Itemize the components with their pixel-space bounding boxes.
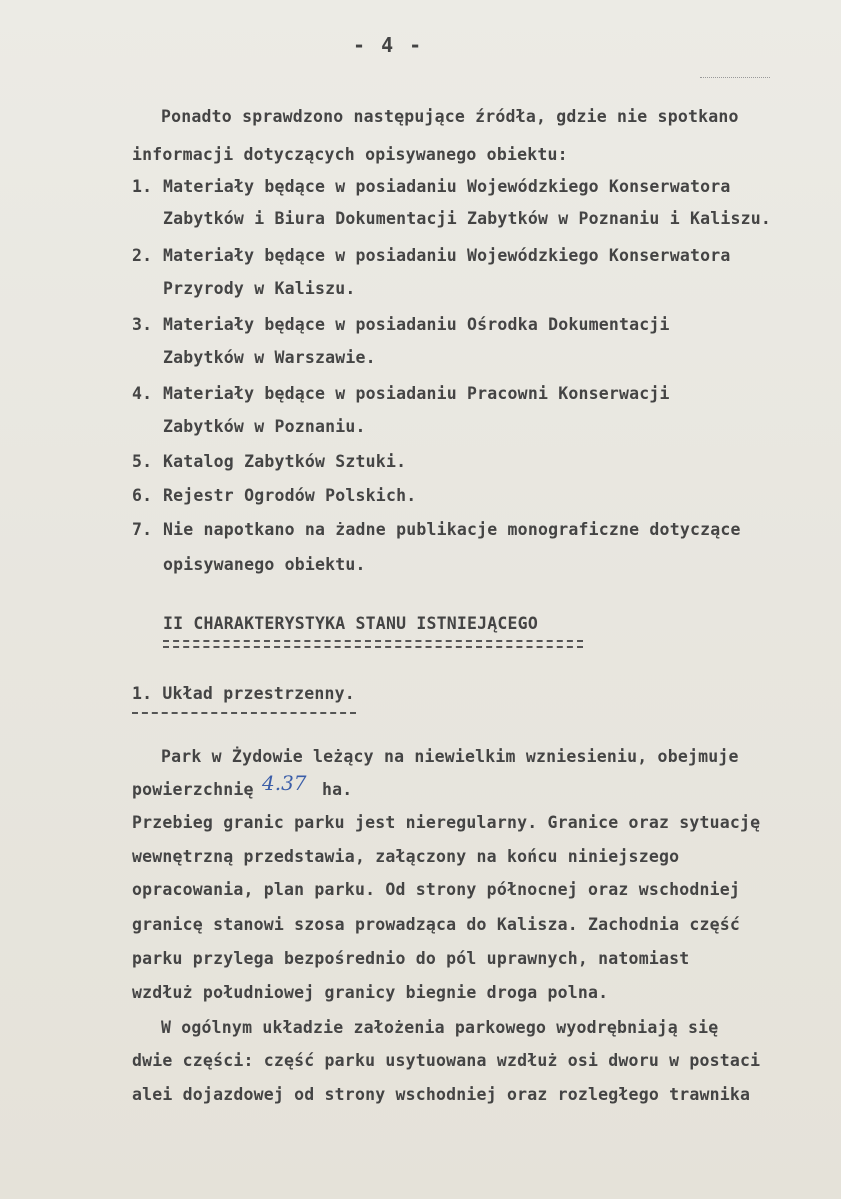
list-item-7-line-1: Nie napotkano na żadne publikacje monograficzne dotyczące (163, 520, 741, 539)
body-line-4: wewnętrzną przedstawia, załączony na końcu niniejszego (132, 847, 680, 866)
list-item-7-line-2: opisywanego obiektu. (163, 555, 366, 574)
body-line-2-end: ha. (322, 780, 353, 799)
body-line-6: granicę stanowi szosa prowadząca do Kalisza. Zachodnia część (132, 915, 741, 934)
subsection-heading: 1. Układ przestrzenny. (132, 684, 355, 703)
section-heading: II CHARAKTERYSTYKA STANU ISTNIEJĄCEGO (163, 614, 538, 633)
body-line-9: W ogólnym układzie założenia parkowego wyodrębniają się (161, 1018, 719, 1037)
body-line-5: opracowania, plan parku. Od strony północnej oraz wschodniej (132, 880, 741, 899)
list-item-6-num: 6. (132, 486, 153, 505)
list-item-7-num: 7. (132, 520, 153, 539)
list-item-4-num: 4. (132, 384, 153, 403)
intro-line-2: informacji dotyczących opisywanego obiektu: (132, 145, 568, 164)
list-item-3-line-2: Zabytków w Warszawie. (163, 348, 376, 367)
list-item-4-line-1: Materiały będące w posiadaniu Pracowni Konserwacji (163, 384, 670, 403)
list-item-2-num: 2. (132, 246, 153, 265)
intro-line-1: Ponadto sprawdzono następujące źródła, gdzie nie spotkano (161, 107, 739, 126)
list-item-2-line-2: Przyrody w Kaliszu. (163, 279, 356, 298)
list-item-5-num: 5. (132, 452, 153, 471)
list-item-1-line-2: Zabytków i Biura Dokumentacji Zabytków w Poznaniu i Kaliszu. (163, 209, 772, 228)
body-line-7: parku przylega bezpośrednio do pól uprawnych, natomiast (132, 949, 690, 968)
list-item-4-line-2: Zabytków w Poznaniu. (163, 417, 366, 436)
list-item-3-num: 3. (132, 315, 153, 334)
list-item-2-line-1: Materiały będące w posiadaniu Wojewódzkiego Konserwatora (163, 246, 731, 265)
body-line-8: wzdłuż południowej granicy biegnie droga polna. (132, 983, 609, 1002)
section-heading-underline (163, 640, 583, 648)
list-item-1-line-1: Materiały będące w posiadaniu Wojewódzkiego Konserwatora (163, 177, 731, 196)
list-item-5-line-1: Katalog Zabytków Sztuki. (163, 452, 407, 471)
body-line-3: Przebieg granic parku jest nieregularny. Granice oraz sytuację (132, 813, 761, 832)
body-line-10: dwie części: część parku usytuowana wzdłuż osi dworu w postaci (132, 1051, 761, 1070)
list-item-6-line-1: Rejestr Ogrodów Polskich. (163, 486, 417, 505)
list-item-3-line-1: Materiały będące w posiadaniu Ośrodka Dokumentacji (163, 315, 670, 334)
body-line-1: Park w Żydowie leżący na niewielkim wzniesieniu, obejmuje (161, 747, 739, 766)
handwritten-area-value: 4.37 (262, 771, 307, 795)
subsection-heading-underline (132, 712, 356, 714)
body-line-2-start: powierzchnię (132, 780, 254, 799)
list-item-1-num: 1. (132, 177, 153, 196)
page-number: - 4 - (353, 33, 424, 57)
faint-mark (700, 77, 770, 78)
body-line-11: alei dojazdowej od strony wschodniej oraz rozległego trawnika (132, 1085, 751, 1104)
